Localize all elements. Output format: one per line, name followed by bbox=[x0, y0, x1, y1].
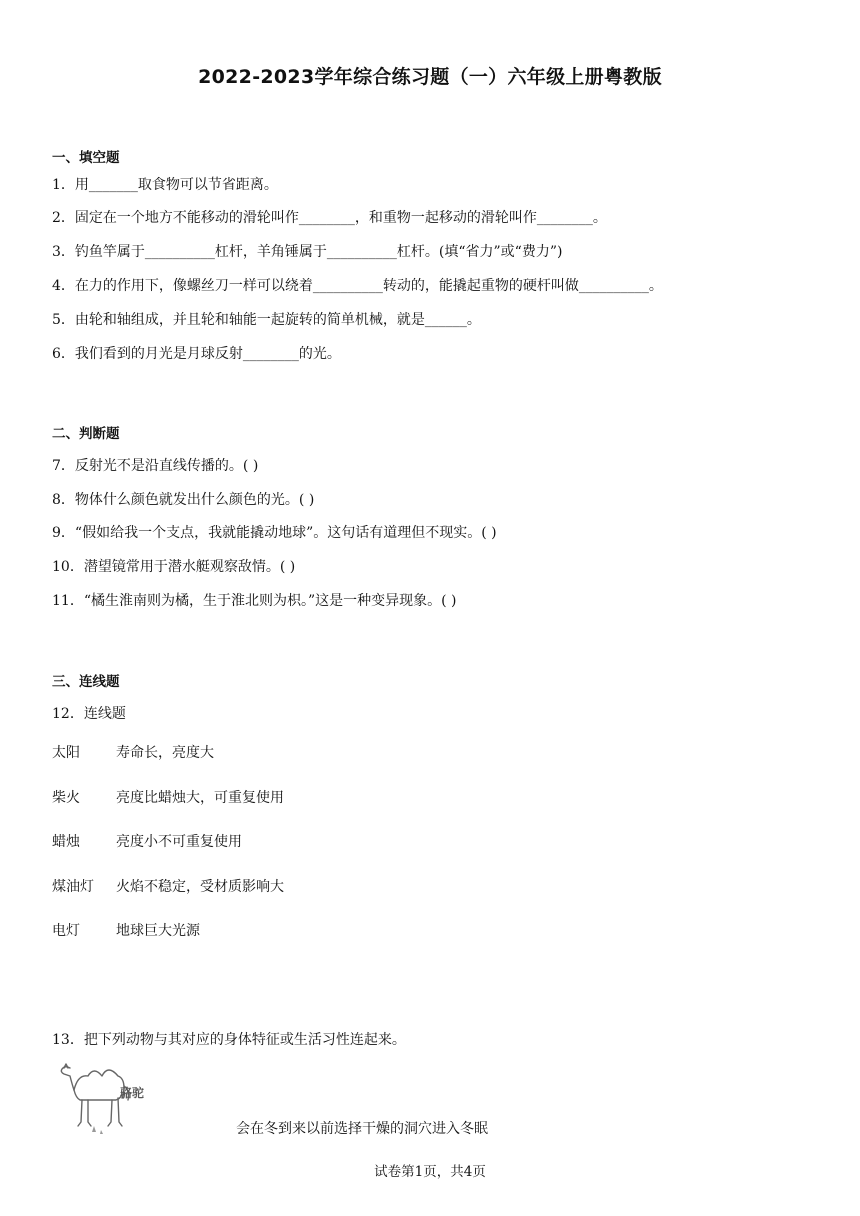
match-right-item: 火焰不稳定，受材质影响大 bbox=[116, 879, 284, 895]
section-fill-heading: 一、填空题 bbox=[52, 150, 120, 166]
question-3: 3．钓鱼竿属于__________杠杆，羊角锤属于__________杠杆。(填“省力”或“费力”) bbox=[52, 244, 563, 260]
question-1: 1．用_______取食物可以节省距离。 bbox=[52, 177, 278, 193]
match-right-item: 寿命长，亮度大 bbox=[116, 745, 214, 761]
question-7: 7．反射光不是沿直线传播的。( ) bbox=[52, 458, 259, 474]
section-judge-heading: 二、判断题 bbox=[52, 426, 120, 442]
animal-label: 骆驼 bbox=[120, 1086, 145, 1100]
question-4: 4．在力的作用下，像螺丝刀一样可以绕着__________转动的，能撬起重物的硬杆叫做__________。 bbox=[52, 278, 663, 294]
question-5: 5．由轮和轴组成，并且轮和轴能一起旋转的简单机械，就是______。 bbox=[52, 312, 481, 328]
match-left-item: 蜡烛 bbox=[52, 834, 80, 850]
match-right-item: 亮度小不可重复使用 bbox=[116, 834, 242, 850]
grass-icon bbox=[92, 1126, 103, 1134]
page-footer: 试卷第1页，共4页 bbox=[374, 1164, 486, 1180]
question-9: 9．“假如给我一个支点，我就能撬动地球”。这句话有道理但不现实。( ) bbox=[52, 525, 497, 541]
match-right-item: 亮度比蜡烛大，可重复使用 bbox=[116, 790, 284, 806]
question-8: 8．物体什么颜色就发出什么颜色的光。( ) bbox=[52, 492, 315, 508]
animal-habit-text: 会在冬到来以前选择干燥的洞穴进入冬眠 bbox=[236, 1121, 488, 1137]
match-left-item: 煤油灯 bbox=[52, 879, 94, 895]
question-6: 6．我们看到的月光是月球反射________的光。 bbox=[52, 346, 341, 362]
question-12: 12．连线题 bbox=[52, 706, 126, 722]
match-left-item: 柴火 bbox=[52, 790, 80, 806]
question-13: 13．把下列动物与其对应的身体特征或生活习性连起来。 bbox=[52, 1032, 406, 1048]
match-left-item: 电灯 bbox=[52, 923, 80, 939]
question-10: 10．潜望镜常用于潜水艇观察敌情。( ) bbox=[52, 559, 296, 575]
page-title: 2022-2023学年综合练习题（一）六年级上册粤教版 bbox=[198, 66, 662, 88]
question-2: 2．固定在一个地方不能移动的滑轮叫作________，和重物一起移动的滑轮叫作________。 bbox=[52, 210, 607, 226]
section-match-heading: 三、连线题 bbox=[52, 674, 120, 690]
match-right-item: 地球巨大光源 bbox=[116, 923, 200, 939]
question-11: 11．“橘生淮南则为橘，生于淮北则为枳。”这是一种变异现象。( ) bbox=[52, 593, 457, 609]
match-left-item: 太阳 bbox=[52, 745, 80, 761]
